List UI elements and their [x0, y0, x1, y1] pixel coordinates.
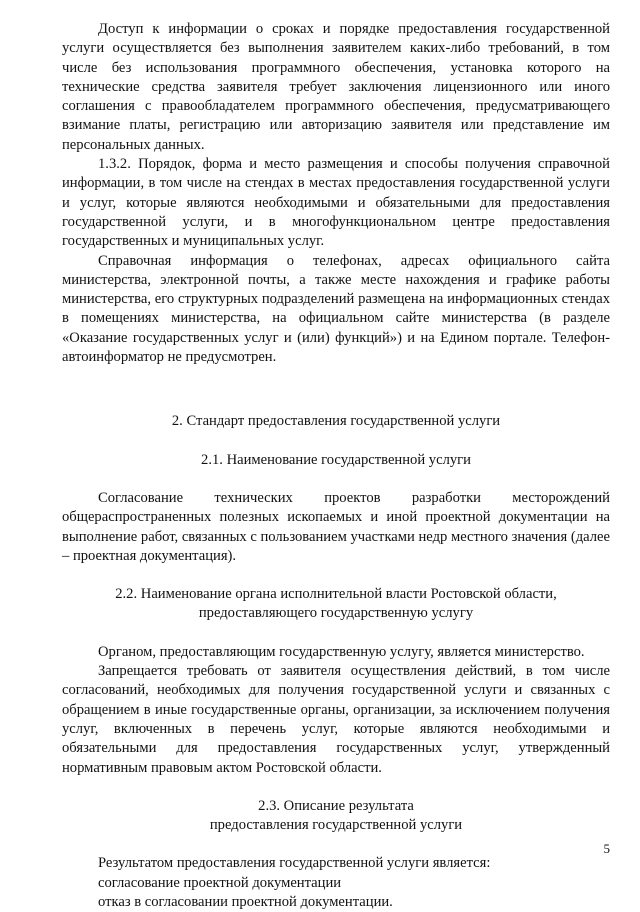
section-2-2-text1: Органом, предоставляющим государственную услугу, является министерство.: [98, 643, 585, 660]
spacer: [62, 393, 610, 412]
spacer: [62, 778, 610, 797]
spacer: [62, 367, 610, 393]
page-number: 5: [603, 841, 610, 856]
paragraph-reference-info: Справочная информация о телефонах, адресах официального сайта министерства, электронной почты, а также месте нахождения и графике работы министерства, его структурных подразделений размещена на информационных стендах в помещениях министерства, на официальном сайте министерства (в разделе «Оказание государственных услуг и (или) функций») и на Едином портале. Телефон-автоинформатор не предусмотрен.: [62, 252, 610, 366]
spacer: [62, 835, 610, 854]
section-2-2-heading-line1: 2.2. Наименование органа исполнительной власти Ростовской области,: [115, 586, 557, 603]
spacer: [62, 432, 610, 451]
paragraph-access-info: Доступ к информации о сроках и порядке предоставления государственной услуги осуществляется без выполнения заявителем каких-либо требований, в том числе без использования программного обеспечения, установка которого на технические средства заявителя требует заключения лицензионного или иного соглашения с правообладателем программного обеспечения, предусматривающего взимание платы, регистрацию или авторизацию заявителя или представление им персональных данных.: [62, 21, 610, 153]
spacer: [62, 470, 610, 489]
section-2-1-heading: 2.1. Наименование государственной услуги: [201, 451, 471, 468]
section-2-1-text: Согласование технических проектов разработки месторождений общераспространенных полезных ископаемых и иной проектной документации на выполнение работ, связанных с пользованием участками недр местного значения (далее – проектная документация).: [62, 489, 610, 564]
section-2-3-item-refusal: отказ в согласовании проектной документации.: [98, 893, 393, 910]
section-2-3-intro: Результатом предоставления государственной услуги является:: [98, 855, 491, 872]
spacer: [62, 624, 610, 643]
document-page: [62, 20, 610, 912]
section-2-heading: 2. Стандарт предоставления государственной услуги: [171, 413, 501, 430]
paragraph-1-3-2: 1.3.2. Порядок, форма и место размещения и способы получения справочной информации, в том числе на стендах в местах предоставления государственной услуги и услуг, которые являются необходимыми и обязательными для предоставления государственной услуги, и в многофункциональном центре предоставления государственных и муниципальных услуг.: [62, 156, 610, 250]
section-2-3-heading-line2: предоставления государственной услуги: [209, 817, 463, 834]
section-2-3-item-approval: согласование проектной документации: [98, 874, 342, 891]
section-2-2-heading-line2: предоставляющего государственную услугу: [198, 605, 474, 622]
section-2-2-text2: Запрещается требовать от заявителя осуществления действий, в том числе согласований, необходимых для получения государственной услуги и связанных с обращением в иные государственные органы, организации, за исключением получения услуг, включенных в перечень услуг, которые являются необходимыми и обязательными для предоставления государственных услуг, утвержденный нормативным правовым актом Ростовской области.: [62, 663, 610, 776]
spacer: [62, 566, 610, 585]
section-2-3-heading-line1: 2.3. Описание результата: [258, 797, 414, 814]
